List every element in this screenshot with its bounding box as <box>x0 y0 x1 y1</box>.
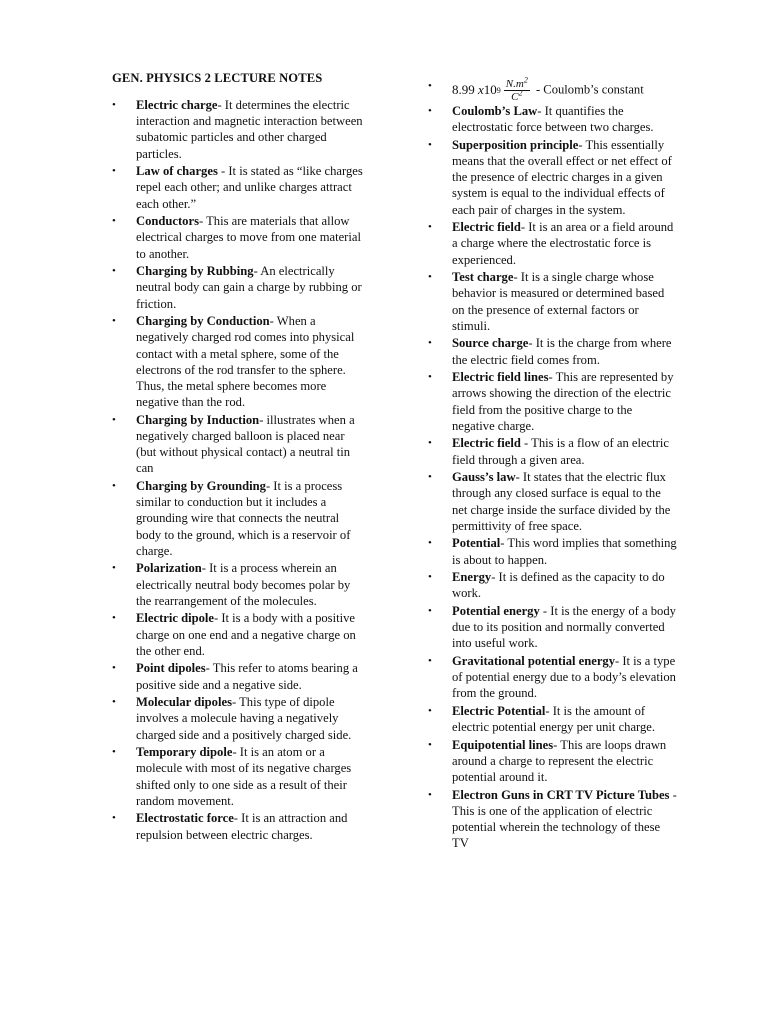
list-item-electron-guns-in-crt-tv-picture-tubes <box>428 787 678 852</box>
right-column-list <box>428 75 678 853</box>
bullet-icon: • <box>112 562 116 575</box>
term-label: Law of charges <box>136 164 218 179</box>
bullet-icon: • <box>112 662 116 675</box>
term-label: Source charge <box>452 336 529 351</box>
bullet-icon: • <box>112 165 116 178</box>
coulomb-constant-formula: 8.99 x 10 9 $\frac{N.m^2}{C^2}$ <box>452 75 528 103</box>
term-label: Potential energy <box>452 604 540 618</box>
term-label: Gauss’s law <box>452 470 516 485</box>
term-label: Equipotential lines <box>452 737 554 752</box>
term-label: Electric dipole <box>136 611 214 626</box>
formula-numerator-power: 2 <box>523 75 528 85</box>
definition-text: - This type of dipole involves a molecule having a negatively charged side and a positively charged side. <box>136 695 352 742</box>
bullet-icon: • <box>112 696 116 709</box>
list-item-electric-field <box>428 435 678 467</box>
formula-denominator: C <box>511 91 519 103</box>
bullet-icon: • <box>428 571 432 584</box>
list-item-polarization <box>112 560 367 609</box>
list-item-charging-by-rubbing <box>112 263 367 312</box>
definition-text: - It is defined as the capacity to do work. <box>452 570 665 601</box>
definition-text: - It quantifies the electrostatic force between two charges. <box>452 104 654 135</box>
definition-text: - This are represented by arrows showing the direction of the electric field from the positive charge to the negative charge. <box>452 370 674 433</box>
bullet-icon: • <box>428 437 432 450</box>
term-label: Electric field <box>452 220 521 235</box>
list-item-gauss-s-law <box>428 469 678 534</box>
definition-text: - An electrically neutral body can gain a charge by rubbing or friction. <box>136 264 362 311</box>
definition-text: - It is a body with a positive charge on one end and a negative charge on the other end. <box>136 611 356 658</box>
term-label: Electric Potential <box>452 704 546 718</box>
term-label: Electron Guns in CRT TV Picture Tubes <box>452 787 670 802</box>
list-item-point-dipoles <box>112 660 367 692</box>
definition-text: - It is an attraction and repulsion between electric charges. <box>136 811 348 842</box>
list-item-temporary-dipole <box>112 744 367 809</box>
bullet-icon: • <box>428 471 432 484</box>
bullet-icon: • <box>428 705 432 717</box>
bullet-icon: • <box>112 746 116 759</box>
bullet-icon: • <box>428 655 432 667</box>
term-label: Charging by Induction <box>136 412 260 427</box>
formula-suffix: - Coulomb’s constant <box>532 82 644 97</box>
definition-text: - It determines the electric interaction and magnetic interaction between subatomic particles and other charged particles. <box>136 98 363 161</box>
bullet-icon: • <box>112 612 116 625</box>
definition-text: - It is a process wherein an electrically neutral body becomes polar by the rearrangement of the molecules. <box>136 561 351 608</box>
list-item-coulomb-s-law <box>428 103 678 135</box>
list-item-electric-field-lines <box>428 369 678 434</box>
bullet-icon: • <box>112 812 116 825</box>
term-label: Potential <box>452 536 501 551</box>
list-item-molecular-dipoles <box>112 694 367 743</box>
term-label: Point dipoles <box>136 661 206 676</box>
definition-text: - It is stated as “like charges repel each other; and unlike charges attract each other.” <box>136 164 363 211</box>
term-label: Test charge <box>452 270 514 285</box>
bullet-icon: • <box>112 265 116 278</box>
bullet-icon: • <box>428 788 432 801</box>
definition-text: - It is an atom or a molecule with most of its negative charges shifted only to one side as a result of their random movement. <box>136 745 352 808</box>
definition-text: - It is a type of potential energy due to a body’s elevation from the ground. <box>452 654 676 701</box>
definition-text: - It is the charge from where the electric field comes from. <box>452 336 672 367</box>
bullet-icon: • <box>112 215 116 228</box>
term-label: Electrostatic force <box>136 811 234 826</box>
bullet-icon: • <box>112 480 116 493</box>
definition-text: - It is the energy of a body due to its position and normally converted into useful work. <box>452 604 676 651</box>
term-label: Electric field lines <box>452 370 549 385</box>
definition-text: - It is a process similar to conduction but it includes a grounding wire that connects the neutral body to the ground, which is a reservoir of charge. <box>136 479 351 558</box>
bullet-icon: • <box>428 138 432 151</box>
bullet-icon: • <box>428 605 432 617</box>
formula-numerator: N.m <box>505 78 524 90</box>
list-item-electric-potential <box>428 703 678 735</box>
definition-text: - This essentially means that the overall effect or net effect of the presence of electric charges in a given system is equal to the individual effects of each pair of charges in the system. <box>452 137 672 217</box>
definition-text: - This is one of the application of electric potential wherein the technology of these TV <box>452 787 677 851</box>
formula-times: x <box>478 82 484 98</box>
list-item-law-of-charges <box>112 163 367 212</box>
bullet-icon: • <box>428 371 432 384</box>
term-label: Polarization <box>136 561 202 576</box>
definition-text: - This refer to atoms bearing a positive side and a negative side. <box>136 661 358 692</box>
bullet-icon: • <box>428 221 432 234</box>
list-item-coulomb-constant <box>428 75 678 103</box>
term-label: Energy <box>452 570 492 585</box>
list-item-potential <box>428 535 678 567</box>
list-item-conductors <box>112 213 367 262</box>
formula-denominator-power: 2 <box>518 88 523 98</box>
list-item-equipotential-lines <box>428 737 678 786</box>
definition-text: - This are loops drawn around a charge to represent the electric potential around it. <box>452 737 667 785</box>
left-column-list <box>112 97 367 844</box>
list-item-gravitational-potential-energy <box>428 653 678 702</box>
term-label: Electric charge <box>136 98 218 112</box>
term-label: Conductors <box>136 214 199 229</box>
list-item-potential-energy <box>428 603 678 652</box>
formula-fraction <box>504 75 530 103</box>
formula-base: 10 <box>483 82 497 98</box>
bullet-icon: • <box>428 738 432 751</box>
page-title: GEN. PHYSICS 2 LECTURE NOTES <box>112 71 323 85</box>
definition-text: - It is the amount of electric potential energy per unit charge. <box>452 704 656 735</box>
term-label: Charging by Grounding <box>136 479 266 494</box>
bullet-icon: • <box>112 99 116 111</box>
formula-coefficient: 8.99 <box>452 82 475 98</box>
list-item-energy <box>428 569 678 601</box>
list-item-superposition-principle <box>428 137 678 218</box>
bullet-icon: • <box>428 271 432 284</box>
definition-text: - It is an area or a field around a charge where the electrostatic force is experienced. <box>452 220 674 267</box>
list-item-electrostatic-force <box>112 810 367 842</box>
bullet-icon: • <box>428 337 432 350</box>
term-label: Charging by Conduction <box>136 314 270 329</box>
list-item-electric-dipole <box>112 610 367 659</box>
list-item-charging-by-induction <box>112 412 367 477</box>
term-label: Temporary dipole <box>136 745 233 760</box>
definition-text: - It is a single charge whose behavior is measured or determined based on the presence of external factors or stimuli. <box>452 270 665 333</box>
term-label: Charging by Rubbing <box>136 264 254 279</box>
bullet-icon: • <box>428 80 432 92</box>
list-item-test-charge <box>428 269 678 334</box>
bullet-icon: • <box>112 315 116 328</box>
term-label: Coulomb’s Law <box>452 104 538 118</box>
bullet-icon: • <box>428 537 432 550</box>
term-label: Molecular dipoles <box>136 695 232 710</box>
list-item-charging-by-grounding <box>112 478 367 559</box>
term-label: Gravitational potential energy <box>452 654 615 668</box>
list-item-charging-by-conduction <box>112 313 367 410</box>
term-label: Electric field <box>452 436 525 451</box>
definition-text: - This is a flow of an electric field through a given area. <box>452 436 669 467</box>
definition-text: - This word implies that something is about to happen. <box>452 536 677 567</box>
definition-text: - When a negatively charged rod comes into physical contact with a metal sphere, some of the electrons of the rod transfer to the sphere. Thus, the metal sphere becomes more negative than the rod. <box>136 314 355 410</box>
list-item-source-charge <box>428 335 678 367</box>
definition-text: - It states that the electric flux through any closed surface is equal to the net charge inside the surface divided by the permittivity of free space. <box>452 470 671 533</box>
list-item-electric-field <box>428 219 678 268</box>
term-label: Superposition principle <box>452 137 579 152</box>
bullet-icon: • <box>112 413 116 426</box>
list-item-electric-charge <box>112 97 367 162</box>
definition-text: - This are materials that allow electrical charges to move from one material to another. <box>136 214 361 261</box>
definition-text: - illustrates when a negatively charged balloon is placed near (but without physical contact) a neutral tin can <box>136 412 355 476</box>
bullet-icon: • <box>428 105 432 117</box>
